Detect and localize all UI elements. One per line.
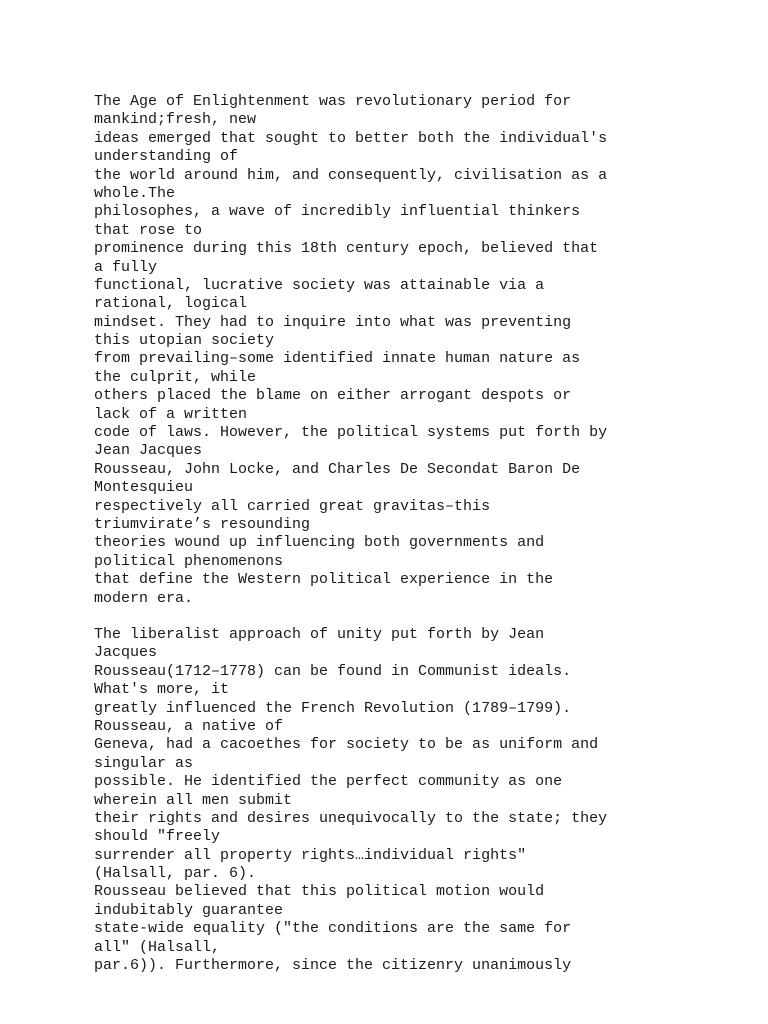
text-line: Rousseau(1712–1778) can be found in Communist ideals. (94, 662, 572, 680)
text-line: others placed the blame on either arrogant despots or (94, 387, 572, 405)
text-line: The liberalist approach of unity put forth by Jean (94, 626, 545, 643)
paragraph-rousseau (94, 626, 754, 975)
text-line: possible. He identified the perfect community as one (94, 773, 563, 791)
text-line: Jean Jacques (94, 442, 203, 460)
text-line: functional, lucrative society was attainable via a (94, 276, 545, 294)
text-line: their rights and desires unequivocally to the state; they (94, 809, 608, 827)
text-line: should "freely (94, 828, 221, 846)
text-line: The Age of Enlightenment was revolutionary period for (94, 93, 572, 110)
text-line: that rose to (94, 221, 203, 239)
paragraph-enlightenment-intro (94, 93, 754, 608)
text-line: understanding of (94, 148, 239, 166)
text-line: theories wound up influencing both governments and (94, 534, 545, 552)
text-line: the culprit, while (94, 368, 257, 386)
text-line: political phenomenons (94, 552, 284, 570)
text-line: (Halsall, par. 6). (94, 865, 257, 883)
text-line: a fully (94, 258, 158, 276)
text-line: greatly influenced the French Revolution (1789–1799). (94, 699, 572, 717)
text-line: lack of a written (94, 405, 248, 423)
text-line: par.6)). Furthermore, since the citizenry unanimously (94, 957, 572, 975)
text-line: whole.The (94, 184, 176, 202)
text-line: Jacques (94, 644, 158, 662)
text-line: Rousseau believed that this political motion would (94, 883, 545, 901)
text-line: mindset. They had to inquire into what was preventing (94, 313, 572, 331)
text-line: indubitably guarantee (94, 901, 284, 919)
text-line: respectively all carried great gravitas–this (94, 497, 491, 515)
text-line: Rousseau, a native of (94, 717, 284, 735)
text-line: Rousseau, John Locke, and Charles De Secondat Baron De (94, 460, 581, 478)
text-line: triumvirate’s resounding (94, 515, 311, 533)
text-line: ideas emerged that sought to better both the individual's (94, 129, 608, 147)
text-line: code of laws. However, the political systems put forth by (94, 424, 608, 442)
text-line: Geneva, had a cacoethes for society to be as uniform and (94, 736, 599, 754)
text-line: What's more, it (94, 681, 230, 699)
text-line: all" (Halsall, (94, 938, 221, 956)
text-line: mankind;fresh, new (94, 111, 257, 129)
text-line: the world around him, and consequently, civilisation as a (94, 166, 608, 184)
text-line: prominence during this 18th century epoch, believed that (94, 240, 599, 258)
text-line: from prevailing–some identified innate human nature as (94, 350, 581, 368)
text-line: this utopian society (94, 332, 275, 350)
text-line: Montesquieu (94, 479, 194, 497)
text-line: that define the Western political experience in the (94, 571, 554, 589)
text-line: philosophes, a wave of incredibly influential thinkers (94, 203, 581, 221)
text-line: state-wide equality ("the conditions are the same for (94, 920, 572, 938)
text-line: singular as (94, 754, 194, 772)
text-line: surrender all property rights…individual rights" (94, 846, 527, 864)
text-line: wherein all men submit (94, 791, 293, 809)
text-line: rational, logical (94, 295, 248, 313)
text-line: modern era. (94, 589, 194, 607)
